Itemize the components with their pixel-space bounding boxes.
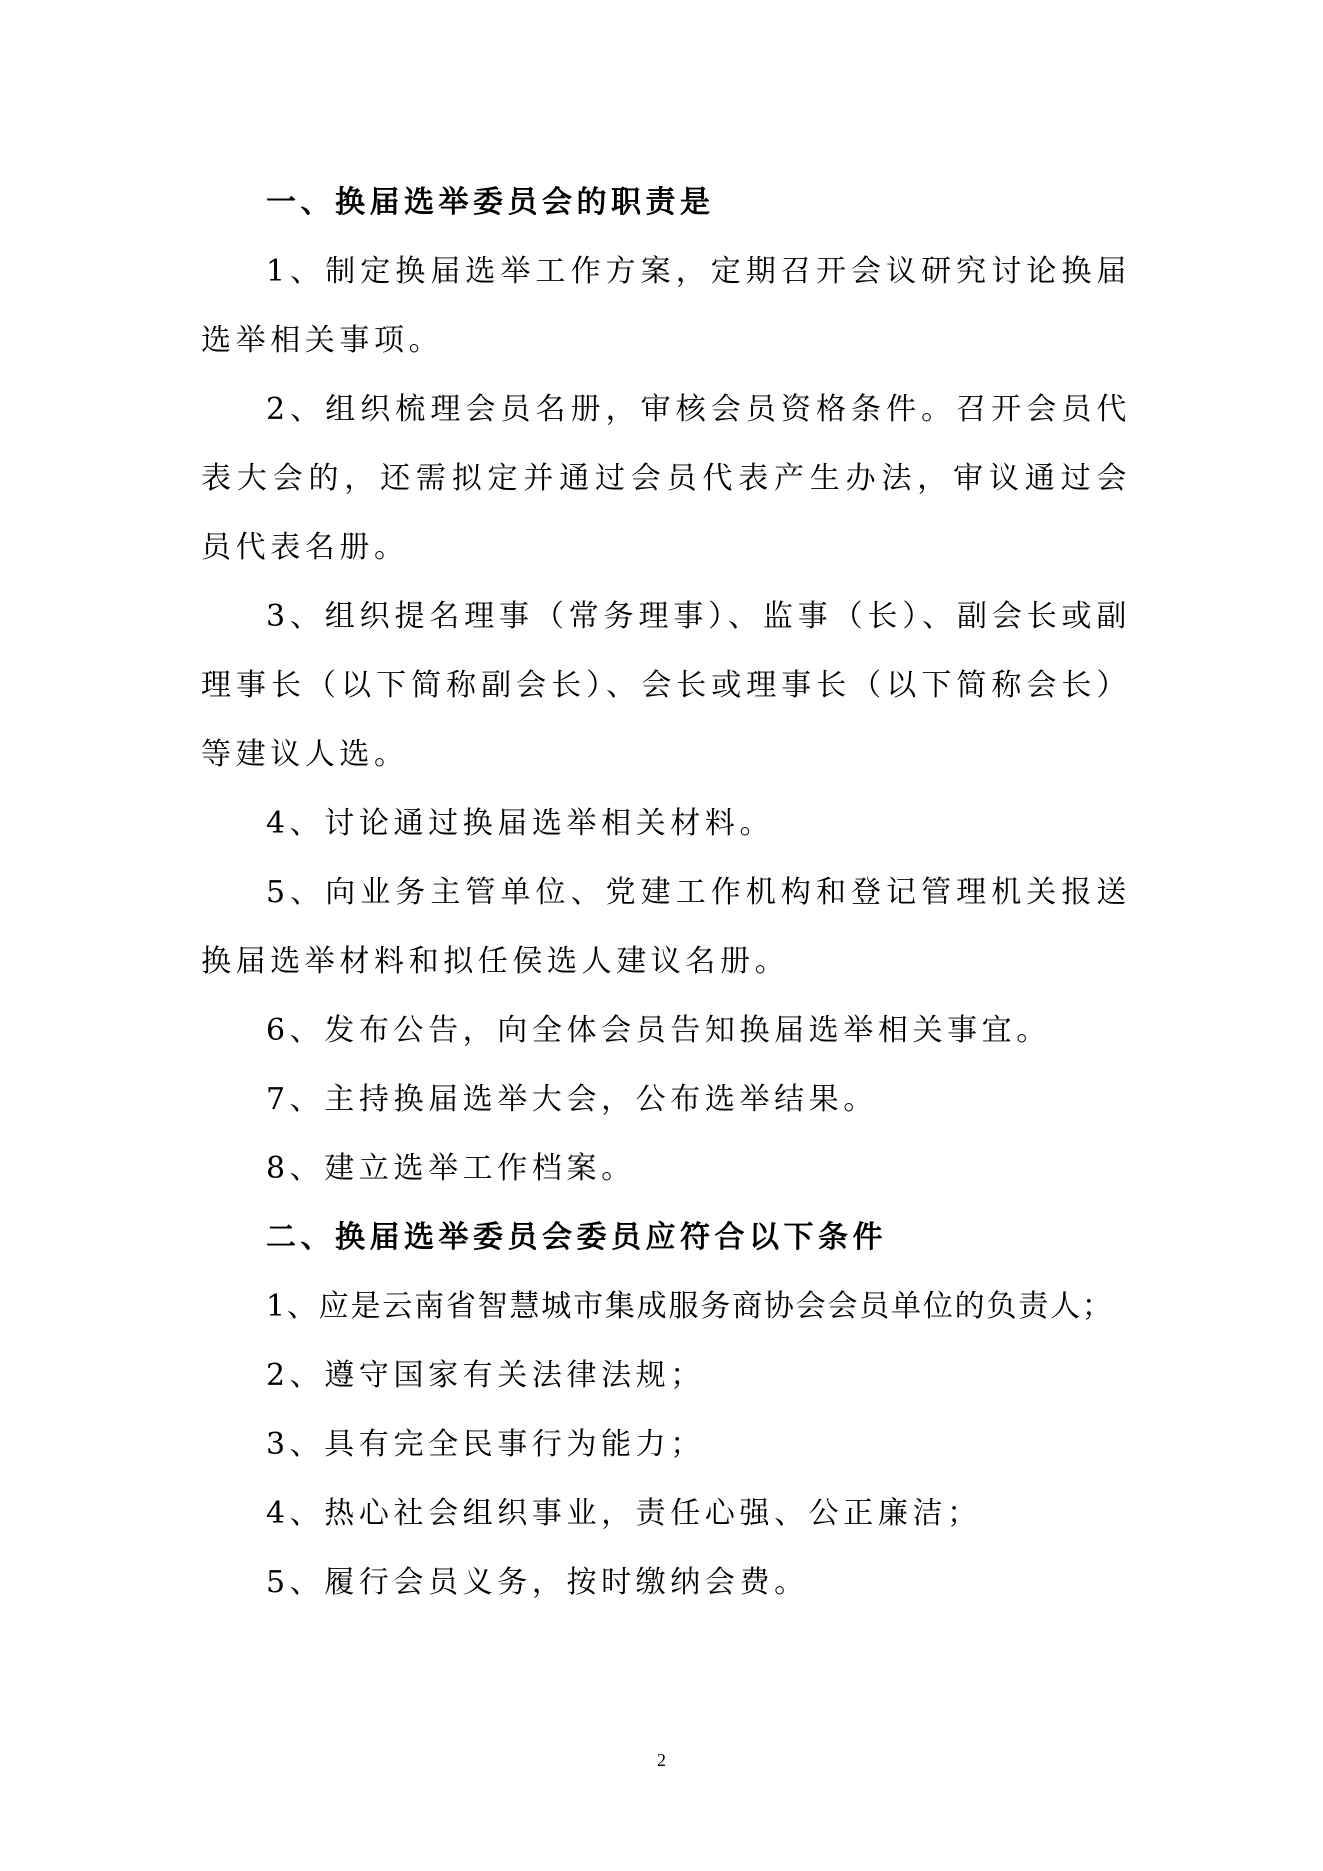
section-2-heading: 二、换届选举委员会委员应符合以下条件 [266,1220,887,1255]
section-1-heading: 一、换届选举委员会的职责是 [266,185,715,220]
section-2-item-1: 1、应是云南省智慧城市集成服务商协会会员单位的负责人； [266,1289,1114,1324]
section-1-item-5: 5、向业务主管单位、党建工作机构和登记管理机关报送换届选举材料和拟任侯选人建议名册。 [201,875,1131,979]
section-2-item-2: 2、遵守国家有关法律法规； [266,1358,705,1393]
section-1-item-7: 7、主持换届选举大会，公布选举结果。 [266,1082,878,1117]
section-1-item-2: 2、组织梳理会员名册，审核会员资格条件。召开会员代表大会的，还需拟定并通过会员代表产生办法，审议通过会员代表名册。 [201,392,1131,565]
section-1-item-4: 4、讨论通过换届选举相关材料。 [266,806,775,841]
section-1-item-1: 1、制定换届选举工作方案，定期召开会议研究讨论换届选举相关事项。 [201,254,1131,358]
document-body [201,168,1131,1617]
section-1-item-8: 8、建立选举工作档案。 [266,1151,636,1186]
section-2-item-3: 3、具有完全民事行为能力； [266,1427,705,1462]
section-1-item-3: 3、组织提名理事（常务理事）、监事（长）、副会长或副理事长（以下简称副会长）、会长或理事长（以下简称会长）等建议人选。 [201,599,1131,772]
section-1-item-6: 6、发布公告，向全体会员告知换届选举相关事宜。 [266,1013,1051,1048]
section-2-item-5: 5、履行会员义务，按时缴纳会费。 [266,1565,809,1600]
section-2-item-4: 4、热心社会组织事业，责任心强、公正廉洁； [266,1496,982,1531]
page-number: 2 [657,1750,666,1770]
